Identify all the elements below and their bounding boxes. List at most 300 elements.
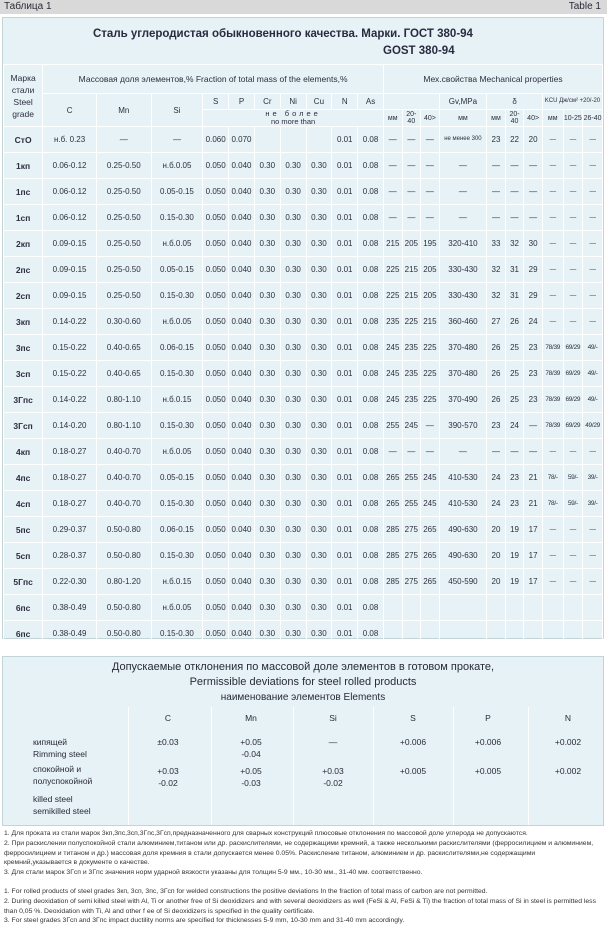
table-cell: 0.01 — [332, 257, 358, 283]
sub-header: 40> — [421, 110, 440, 127]
table-cell: 265 — [383, 465, 402, 491]
page-title: Сталь углеродистая обыкновенного качества. Марки. ГОСТ 380-94 — [93, 28, 473, 40]
table-cell: 32 — [487, 257, 506, 283]
table-cell: 0.30 — [254, 387, 280, 413]
element-header: Mn — [96, 94, 151, 127]
table-cell: 0.050 — [203, 621, 229, 647]
table-cell: 0.50-0.80 — [96, 621, 151, 647]
table-cell: 225 — [383, 257, 402, 283]
table-cell: 0.040 — [229, 465, 255, 491]
table-cell: — — [583, 127, 603, 153]
table-cell: 0.08 — [358, 309, 384, 335]
steel-grades-panel — [2, 17, 604, 639]
table-cell: — — [505, 205, 524, 231]
table-cell: 370-480 — [439, 361, 486, 387]
table-cell: 255 — [383, 413, 402, 439]
dev-value: +0.002 — [554, 766, 582, 776]
sub-header: 26-40 — [583, 110, 603, 127]
table-cell: 0.050 — [203, 309, 229, 335]
table-cell: — — [402, 205, 421, 231]
table-cell: 0.30 — [254, 309, 280, 335]
table-cell: 0.80-1.20 — [96, 569, 151, 595]
table-cell: 23 — [524, 335, 543, 361]
table-cell: 17 — [524, 517, 543, 543]
table-cell: 0.30 — [254, 205, 280, 231]
table-cell — [563, 595, 583, 621]
table-cell: 0.09-0.15 — [43, 231, 97, 257]
tensile-header: Gv,MPa — [439, 94, 486, 110]
table-cell: 0.01 — [332, 517, 358, 543]
table-cell: 215 — [402, 283, 421, 309]
table-label-ru: Таблица 1 — [4, 1, 52, 12]
table-cell: 245 — [383, 361, 402, 387]
table-cell: 195 — [421, 231, 440, 257]
table-cell: 0.30 — [306, 621, 332, 647]
table-cell: 0.25-0.50 — [96, 257, 151, 283]
table-cell — [487, 621, 506, 647]
table-cell: 0.050 — [203, 413, 229, 439]
table-cell: 215 — [421, 309, 440, 335]
table-cell: 0.01 — [332, 335, 358, 361]
dev-value: +0.006 — [474, 737, 502, 747]
table-cell: 215 — [383, 231, 402, 257]
table-cell: 0.070 — [229, 127, 255, 153]
table-cell — [280, 127, 306, 153]
grade-cell: 3сп — [4, 361, 43, 387]
table-cell: 0.29-0.37 — [43, 517, 97, 543]
table-cell: 0.30 — [280, 153, 306, 179]
sub-header: 10-25 — [563, 110, 583, 127]
dev-label: кипящей — [33, 737, 68, 747]
table-cell: — — [583, 543, 603, 569]
table-cell: 0.38-0.49 — [43, 595, 97, 621]
element-header: C — [43, 94, 97, 127]
table-row — [4, 335, 603, 361]
table-cell: н.б.0.05 — [151, 153, 203, 179]
table-cell: — — [583, 569, 603, 595]
table-cell: 0.28-0.37 — [43, 543, 97, 569]
table-cell: — — [524, 153, 543, 179]
table-cell: 0.06-0.15 — [151, 517, 203, 543]
table-cell: — — [583, 517, 603, 543]
table-cell: — — [505, 439, 524, 465]
table-cell: 69/29 — [563, 413, 583, 439]
table-cell: — — [421, 205, 440, 231]
table-cell: 30 — [524, 231, 543, 257]
table-cell: 0.050 — [203, 517, 229, 543]
table-row — [4, 361, 603, 387]
table-cell: 0.30 — [254, 257, 280, 283]
table-cell: — — [563, 257, 583, 283]
table-cell: — — [487, 153, 506, 179]
table-cell: 0.050 — [203, 439, 229, 465]
table-cell — [402, 595, 421, 621]
table-cell: 205 — [402, 231, 421, 257]
notes-en — [4, 887, 604, 926]
table-cell — [583, 621, 603, 647]
note-ru: 2. При раскислении полуспокойной стали алюминием,титаном или др. раскислителями, не содержащими кремний, а также несколькими раскислителями (ферросилицием и алюминием, ферросилицием и титаном и др.) массовая доля кремния в стали допускается менее 0.05%. Раскисление титаном, алюминием и др. раскислителями,не содержащими кремний,указывается в документе о качестве. — [4, 839, 594, 867]
table-cell: 0.30 — [306, 491, 332, 517]
grade-cell: 5Гпс — [4, 569, 43, 595]
table-cell: — — [96, 127, 151, 153]
table-cell: — — [563, 283, 583, 309]
table-cell: — — [542, 153, 563, 179]
table-body — [4, 127, 603, 647]
table-cell: 0.06-0.15 — [151, 335, 203, 361]
table-cell: 0.08 — [358, 621, 384, 647]
table-cell: 49/- — [583, 335, 603, 361]
table-cell — [439, 595, 486, 621]
table-cell — [583, 595, 603, 621]
table-cell: 0.40-0.70 — [96, 491, 151, 517]
dev-col-header: Mn — [245, 713, 257, 723]
table-cell: 19 — [505, 569, 524, 595]
sub-header: мм — [383, 110, 402, 127]
table-cell: 235 — [402, 361, 421, 387]
dev-value: -0.02 — [323, 778, 343, 788]
table-cell: 20 — [524, 127, 543, 153]
table-cell: 0.040 — [229, 543, 255, 569]
table-cell: 59/- — [563, 465, 583, 491]
table-cell — [383, 621, 402, 647]
table-cell: 0.80-1.10 — [96, 413, 151, 439]
table-cell — [254, 127, 280, 153]
table-cell: 245 — [421, 465, 440, 491]
table-cell: — — [583, 179, 603, 205]
grade-cell: СтО — [4, 127, 43, 153]
table-cell: — — [583, 205, 603, 231]
table-cell: 0.040 — [229, 335, 255, 361]
table-cell: 0.40-0.70 — [96, 465, 151, 491]
dev-value: -0.03 — [241, 778, 261, 788]
table-cell: 0.30 — [280, 517, 306, 543]
table-cell: 20 — [487, 543, 506, 569]
table-cell: 0.18-0.27 — [43, 439, 97, 465]
table-cell: — — [421, 439, 440, 465]
table-cell: — — [383, 153, 402, 179]
grade-cell: 6пс — [4, 595, 43, 621]
table-row — [4, 621, 603, 647]
table-cell: — — [542, 179, 563, 205]
dev-col-header: P — [485, 713, 491, 723]
table-cell: 21 — [524, 465, 543, 491]
table-cell: 0.040 — [229, 595, 255, 621]
table-cell: 0.30 — [254, 569, 280, 595]
table-cell: н.б.0.15 — [151, 387, 203, 413]
table-cell: — — [583, 309, 603, 335]
dev-divider — [453, 707, 454, 825]
table-cell: 0.15-0.22 — [43, 361, 97, 387]
table-cell: 245 — [402, 413, 421, 439]
table-cell: 0.08 — [358, 517, 384, 543]
table-cell: — — [563, 179, 583, 205]
table-cell: — — [421, 127, 440, 153]
table-cell: н.б.0.05 — [151, 309, 203, 335]
table-cell: 0.25-0.50 — [96, 153, 151, 179]
dev-col-header: N — [564, 713, 572, 723]
table-cell: 23 — [505, 491, 524, 517]
table-cell: 0.30 — [280, 283, 306, 309]
table-cell: — — [383, 205, 402, 231]
table-cell: 320-410 — [439, 231, 486, 257]
table-cell: 215 — [402, 257, 421, 283]
table-cell: 0.30 — [306, 153, 332, 179]
table-cell: — — [542, 569, 563, 595]
dev-value: +0.03 — [322, 766, 344, 776]
table-cell: 205 — [421, 283, 440, 309]
note-en: 3. For steel grades 3Гсп and 3Гпс impact ductility norms are specified for thicknesses 5-9 mm, 10-30 mm and 31-40 mm accordingly. — [4, 917, 405, 925]
table-cell: 21 — [524, 491, 543, 517]
sub-header: мм — [542, 110, 563, 127]
table-cell: 0.30 — [306, 361, 332, 387]
table-cell: 0.01 — [332, 361, 358, 387]
dev-value: +0.05 — [240, 737, 262, 747]
table-cell: 285 — [383, 569, 402, 595]
grade-cell: 4пс — [4, 465, 43, 491]
element-header: P — [229, 94, 255, 110]
table-cell: — — [583, 439, 603, 465]
table-cell — [439, 621, 486, 647]
table-label-en: Table 1 — [568, 1, 601, 12]
table-cell: — — [421, 413, 440, 439]
dev-value: ±0.03 — [157, 737, 179, 747]
table-cell: 0.050 — [203, 153, 229, 179]
table-row — [4, 465, 603, 491]
dev-divider — [211, 707, 212, 825]
table-cell: 0.30-0.60 — [96, 309, 151, 335]
table-cell: — — [524, 439, 543, 465]
table-cell: 410-530 — [439, 491, 486, 517]
dev-value: +0.05 — [240, 766, 262, 776]
table-cell: 25 — [505, 335, 524, 361]
table-cell — [505, 595, 524, 621]
element-header: Si — [151, 94, 203, 127]
table-cell: 0.08 — [358, 205, 384, 231]
table-cell: 0.30 — [306, 543, 332, 569]
dev-value: +0.006 — [399, 737, 427, 747]
table-cell: 0.040 — [229, 387, 255, 413]
grade-cell: 3пс — [4, 335, 43, 361]
sub-header: 20-40 — [402, 110, 421, 127]
table-cell: 0.08 — [358, 465, 384, 491]
table-cell: 0.15-0.30 — [151, 491, 203, 517]
table-cell: 0.08 — [358, 361, 384, 387]
table-cell: 0.15-0.30 — [151, 283, 203, 309]
table-cell: 33 — [487, 231, 506, 257]
table-row — [4, 439, 603, 465]
note-en: 1. For rolled products of steel grades 3кп, 3сп, 3пс, 3Гсп for welded constructions the positive deviations In the fraction of total mass of carbon are not permitted. — [4, 888, 488, 895]
mass-fraction-header: Массовая доля элементов,% Fraction of total mass of the elements,% — [43, 65, 384, 94]
table-cell: 0.30 — [254, 621, 280, 647]
table-cell: 31 — [505, 257, 524, 283]
table-cell — [402, 621, 421, 647]
dev-divider — [373, 707, 374, 825]
table-cell: 275 — [402, 543, 421, 569]
table-cell: 0.15-0.30 — [151, 621, 203, 647]
table-cell: 0.040 — [229, 179, 255, 205]
table-cell: 0.30 — [306, 413, 332, 439]
table-cell: 245 — [421, 491, 440, 517]
element-header: Cr — [254, 94, 280, 110]
note-ru: 3. Для стали марок 3Гсп и 3Гпс значения норм ударной вязкости указаны для толщин 5-9 мм., 10-30 мм., 31-40 мм. соответственно. — [4, 869, 423, 877]
table-cell: — — [563, 153, 583, 179]
grade-cell: 3Гпс — [4, 387, 43, 413]
table-cell: — — [383, 439, 402, 465]
table-row — [4, 231, 603, 257]
table-cell: 0.22-0.30 — [43, 569, 97, 595]
table-cell: 0.30 — [280, 465, 306, 491]
kcu-header: KCU Дж/см² +20/-20 — [542, 94, 602, 110]
sub-header: 20-40 — [505, 110, 524, 127]
table-cell: 78/39 — [542, 361, 563, 387]
table-cell: 0.50-0.80 — [96, 543, 151, 569]
table-cell: — — [421, 153, 440, 179]
table-cell: 0.30 — [280, 361, 306, 387]
table-cell: 0.040 — [229, 413, 255, 439]
table-cell: 24 — [487, 465, 506, 491]
table-cell: 25 — [505, 387, 524, 413]
table-cell: 69/29 — [563, 387, 583, 413]
table-cell: — — [505, 179, 524, 205]
table-cell: 0.01 — [332, 127, 358, 153]
grade-header-line: Марка — [10, 72, 36, 83]
table-cell: 69/29 — [563, 361, 583, 387]
table-cell: 0.040 — [229, 231, 255, 257]
table-cell: 0.30 — [254, 517, 280, 543]
table-cell: 0.15-0.30 — [151, 205, 203, 231]
table-cell: 0.01 — [332, 465, 358, 491]
dev-col-header: Si — [329, 713, 337, 723]
table-cell: 0.08 — [358, 543, 384, 569]
table-cell: 285 — [383, 543, 402, 569]
table-cell: 0.30 — [306, 309, 332, 335]
table-cell: 0.30 — [280, 257, 306, 283]
table-cell: 0.01 — [332, 543, 358, 569]
dev-value: — — [328, 737, 338, 747]
table-cell: 0.050 — [203, 465, 229, 491]
table-cell: 275 — [402, 569, 421, 595]
dev-label: semikilled steel — [33, 806, 91, 816]
table-cell: — — [563, 569, 583, 595]
dev-label: спокойной и — [33, 764, 82, 774]
dev-label: полуспокойной — [33, 776, 93, 786]
table-cell: 0.05-0.15 — [151, 465, 203, 491]
table-cell: 330-430 — [439, 283, 486, 309]
table-row — [4, 283, 603, 309]
table-cell: — — [487, 205, 506, 231]
table-cell: 265 — [421, 569, 440, 595]
table-cell: — — [583, 153, 603, 179]
table-row — [4, 179, 603, 205]
table-cell — [421, 621, 440, 647]
table-cell: 0.050 — [203, 257, 229, 283]
table-cell: 0.15-0.22 — [43, 335, 97, 361]
table-cell: — — [542, 517, 563, 543]
table-cell: — — [402, 153, 421, 179]
table-cell: 370-490 — [439, 387, 486, 413]
table-cell: 49/29 — [583, 413, 603, 439]
table-cell: 0.050 — [203, 387, 229, 413]
grade-cell: 3Гсп — [4, 413, 43, 439]
table-cell: 24 — [505, 413, 524, 439]
table-cell: 0.30 — [280, 387, 306, 413]
element-header: As — [358, 94, 384, 110]
grade-cell: 2сп — [4, 283, 43, 309]
table-cell: 0.08 — [358, 127, 384, 153]
table-cell: 0.01 — [332, 491, 358, 517]
dev-divider — [528, 707, 529, 825]
table-cell: 31 — [505, 283, 524, 309]
table-cell: — — [439, 205, 486, 231]
table-cell: 0.08 — [358, 257, 384, 283]
table-cell: — — [563, 543, 583, 569]
table-cell: 0.30 — [280, 491, 306, 517]
grade-cell: 4сп — [4, 491, 43, 517]
table-cell: 0.01 — [332, 205, 358, 231]
table-cell: 0.01 — [332, 231, 358, 257]
table-cell: — — [505, 153, 524, 179]
grade-cell: 1пс — [4, 179, 43, 205]
grade-cell: 5сп — [4, 543, 43, 569]
table-cell: — — [402, 439, 421, 465]
table-cell: 17 — [524, 569, 543, 595]
table-cell: — — [583, 231, 603, 257]
table-cell: 0.30 — [254, 491, 280, 517]
dev-value: +0.005 — [474, 766, 502, 776]
grade-cell: 4кп — [4, 439, 43, 465]
table-cell: — — [439, 153, 486, 179]
table-cell — [487, 595, 506, 621]
table-cell: 0.040 — [229, 361, 255, 387]
table-cell: 0.30 — [280, 543, 306, 569]
table-cell: 225 — [383, 283, 402, 309]
table-cell — [542, 595, 563, 621]
table-cell: 0.06-0.12 — [43, 153, 97, 179]
dev-value: +0.002 — [554, 737, 582, 747]
table-cell: не менее 300 — [439, 127, 486, 153]
table-cell: 0.80-1.10 — [96, 387, 151, 413]
deviations-panel — [2, 656, 604, 826]
table-cell: 0.06-0.12 — [43, 179, 97, 205]
table-cell: 78/39 — [542, 335, 563, 361]
table-cell: 0.18-0.27 — [43, 491, 97, 517]
table-cell: 0.30 — [306, 179, 332, 205]
table-cell: — — [542, 439, 563, 465]
table-cell: 0.25-0.50 — [96, 283, 151, 309]
grade-cell: 2пс — [4, 257, 43, 283]
table-cell: н.б.0.05 — [151, 439, 203, 465]
table-cell: 0.30 — [280, 621, 306, 647]
grade-header-line: стали — [11, 84, 35, 95]
table-cell: 0.30 — [280, 439, 306, 465]
table-cell: — — [542, 127, 563, 153]
table-cell: — — [583, 283, 603, 309]
table-cell: 0.040 — [229, 153, 255, 179]
table-cell: 0.08 — [358, 231, 384, 257]
table-cell: 0.01 — [332, 387, 358, 413]
table-cell: 29 — [524, 257, 543, 283]
table-row — [4, 517, 603, 543]
table-cell: 205 — [421, 257, 440, 283]
table-cell: 39/- — [583, 465, 603, 491]
table-cell: 0.050 — [203, 543, 229, 569]
table-cell: 0.30 — [254, 595, 280, 621]
table-cell: 265 — [421, 543, 440, 569]
table-cell: 59/- — [563, 491, 583, 517]
table-cell: 0.30 — [306, 439, 332, 465]
table-cell: — — [563, 439, 583, 465]
dev-col-header: S — [410, 713, 416, 723]
